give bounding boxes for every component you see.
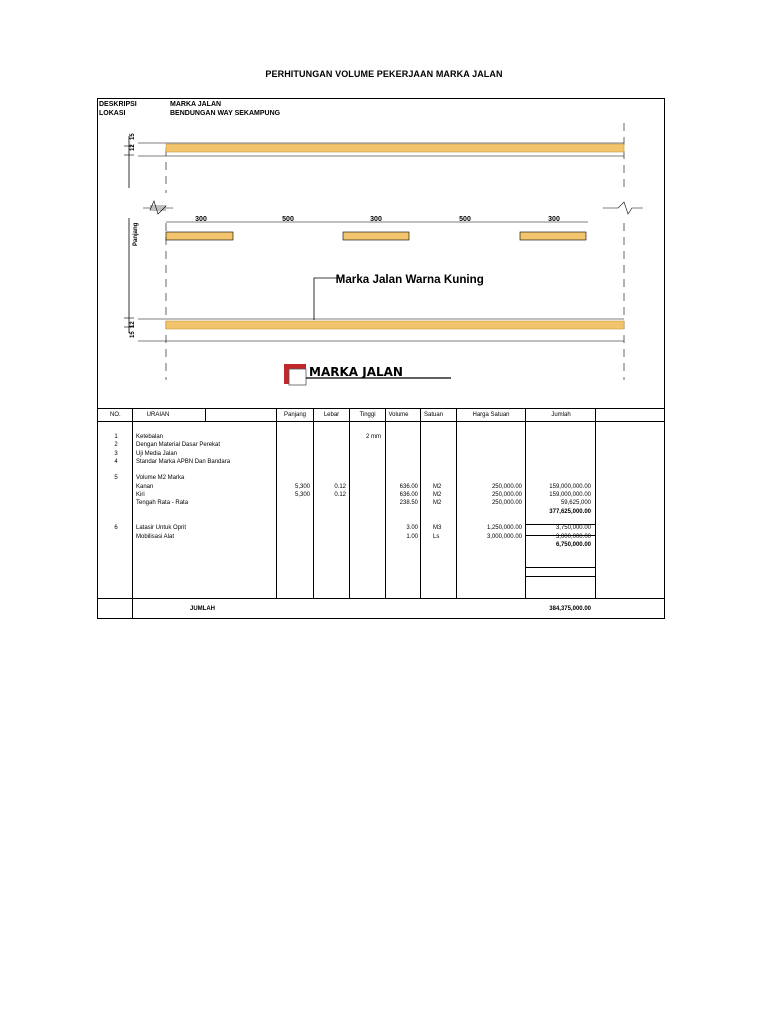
table-cell-satuan xyxy=(433,458,441,466)
table-cell-tinggi xyxy=(366,466,381,474)
header-panjang: Panjang xyxy=(283,412,307,418)
dim-top-b: 12 xyxy=(130,144,136,151)
table-cell-volume xyxy=(385,508,418,516)
header-no: NO. xyxy=(110,412,121,418)
table-cell-tinggi xyxy=(366,533,381,541)
table-cell-lebar xyxy=(312,499,346,507)
dim-top-a: 15 xyxy=(130,133,136,140)
table-cell-harga xyxy=(456,441,522,449)
table-cell-tinggi xyxy=(366,450,381,458)
table-cell-lebar: 0.12 xyxy=(334,492,346,499)
table-cell-no xyxy=(110,491,122,499)
table-cell-lebar xyxy=(312,450,346,458)
table-cell-harga: 1,250,000.00 xyxy=(486,525,522,532)
table-cell-volume xyxy=(385,466,418,474)
table-cell-uraian: Uji Media Jalan xyxy=(136,450,178,457)
description-label: DESKRIPSI xyxy=(99,101,137,108)
table-cell-jumlah xyxy=(525,516,591,524)
road-marking-drawing xyxy=(98,118,664,390)
table-cell-lebar xyxy=(312,533,346,541)
location-label: LOKASI xyxy=(99,110,126,117)
table-cell-tinggi xyxy=(366,483,381,491)
table-cell-satuan: M2 xyxy=(433,500,442,507)
table-cell-satuan: Ls xyxy=(433,533,440,540)
table-cell-panjang xyxy=(276,499,310,507)
table-cell-no: 3 xyxy=(114,450,118,457)
table-cell-volume xyxy=(385,516,418,524)
table-cell-panjang xyxy=(276,508,310,516)
table-cell-lebar xyxy=(312,524,346,532)
header-satuan: Satuan xyxy=(423,412,444,418)
dash-label-1: 300 xyxy=(195,216,207,223)
table-cell-volume: 1.00 xyxy=(406,533,418,540)
column-no xyxy=(110,433,122,549)
table-cell-jumlah: 3,750,000.00 xyxy=(555,525,591,532)
table-cell-harga: 3,000,000.00 xyxy=(486,533,522,540)
table-cell-uraian: Kiri xyxy=(136,492,145,499)
table-cell-no xyxy=(110,516,122,524)
table-cell-lebar: 0.12 xyxy=(334,483,346,490)
table-cell-tinggi xyxy=(366,458,381,466)
center-dash-3 xyxy=(520,232,586,240)
table-cell-tinggi xyxy=(366,441,381,449)
table-cell-tinggi: 2 mm xyxy=(366,434,381,440)
break-symbol-left xyxy=(150,201,166,214)
table-cell-panjang xyxy=(276,458,310,466)
table-cell-panjang xyxy=(276,433,310,441)
table-cell-uraian xyxy=(136,466,230,474)
table-cell-uraian xyxy=(136,508,230,516)
page-title: PERHITUNGAN VOLUME PEKERJAAN MARKA JALAN xyxy=(265,69,503,79)
center-dash-1 xyxy=(166,232,233,240)
table-cell-tinggi xyxy=(366,499,381,507)
header-volume: Volume xyxy=(388,412,409,418)
location-value: BENDUNGAN WAY SEKAMPUNG xyxy=(170,110,281,117)
header-lebar: Lebar xyxy=(323,412,340,418)
table-cell-jumlah: 3,000,000.00 xyxy=(555,533,591,540)
break-symbol-right xyxy=(603,202,643,214)
table-cell-uraian: Kanan xyxy=(136,483,154,490)
table-cell-volume xyxy=(385,474,418,482)
table-cell-harga xyxy=(456,433,522,441)
table-cell-uraian: Dengan Material Dasar Perekat xyxy=(136,442,221,449)
bottom-edge-marking xyxy=(166,321,624,329)
table-cell-uraian: Mobilisasi Alat xyxy=(136,533,175,540)
table-cell-panjang xyxy=(276,533,310,541)
table-cell-lebar xyxy=(312,433,346,441)
total-label: JUMLAH xyxy=(190,606,215,612)
table-cell-tinggi xyxy=(366,524,381,532)
table-cell-no: 5 xyxy=(114,475,118,482)
header-tinggi: Tinggi xyxy=(359,412,376,418)
table-cell-no xyxy=(110,483,122,491)
table-cell-uraian: Tengah Rata - Rata xyxy=(136,500,189,507)
table-cell-lebar xyxy=(312,474,346,482)
table-cell-lebar xyxy=(312,541,346,549)
table-cell-satuan xyxy=(433,541,441,549)
table-cell-harga xyxy=(456,516,522,524)
table-cell-uraian xyxy=(136,516,230,524)
table-cell-tinggi xyxy=(366,541,381,549)
table-cell-harga xyxy=(456,541,522,549)
table-cell-no xyxy=(110,533,122,541)
table-cell-no: 6 xyxy=(114,525,118,532)
column-panjang xyxy=(276,433,310,549)
subtotal-line-2 xyxy=(525,567,595,568)
total-value: 384,375,000.00 xyxy=(549,606,591,612)
table-cell-no: 1 xyxy=(114,434,118,440)
table-cell-tinggi xyxy=(366,508,381,516)
table-cell-panjang xyxy=(276,466,310,474)
table-cell-jumlah xyxy=(525,458,591,466)
table-cell-no xyxy=(110,541,122,549)
table-cell-satuan xyxy=(433,474,441,482)
table-cell-volume: 636.00 xyxy=(399,492,418,499)
table-cell-satuan xyxy=(433,516,441,524)
dim-bot-a: 12 xyxy=(130,321,136,328)
dash-label-3: 300 xyxy=(370,216,382,223)
table-cell-lebar xyxy=(312,466,346,474)
col-divider-jumlah xyxy=(595,408,596,598)
column-volume xyxy=(385,433,418,549)
dash-label-4: 500 xyxy=(459,216,471,223)
table-cell-satuan xyxy=(433,466,441,474)
table-cell-volume xyxy=(385,541,418,549)
table-cell-tinggi xyxy=(366,516,381,524)
table-cell-jumlah xyxy=(525,466,591,474)
dash-label-5: 300 xyxy=(548,216,560,223)
column-tinggi xyxy=(366,433,381,549)
road-edge-guides xyxy=(166,123,624,380)
header-jumlah: Jumlah xyxy=(551,412,571,418)
column-uraian xyxy=(136,433,230,549)
table-cell-panjang xyxy=(276,474,310,482)
col-divider-lebar xyxy=(349,408,350,598)
header-uraian: URAIAN xyxy=(146,412,170,418)
table-cell-volume xyxy=(385,441,418,449)
dash-label-2: 500 xyxy=(282,216,294,223)
table-cell-satuan xyxy=(433,441,441,449)
header-harga: Harga Satuan xyxy=(472,412,510,418)
table-cell-no: 2 xyxy=(114,442,118,449)
table-cell-jumlah xyxy=(525,474,591,482)
table-cell-jumlah xyxy=(525,433,591,441)
dim-bot-b: 15 xyxy=(130,331,136,338)
table-cell-no xyxy=(110,508,122,516)
table-cell-harga xyxy=(456,466,522,474)
table-cell-panjang xyxy=(276,541,310,549)
table-cell-no: 4 xyxy=(114,458,118,465)
table-cell-uraian: Standar Marka APBN Dan Bandara xyxy=(136,458,231,465)
header-bottom-border xyxy=(97,421,665,422)
table-cell-panjang: 5,300 xyxy=(294,483,310,490)
table-cell-jumlah: 59,625,000 xyxy=(560,500,591,507)
table-cell-harga: 250,000.00 xyxy=(491,500,522,507)
table-cell-panjang: 5,300 xyxy=(294,492,310,499)
table-cell-harga: 250,000.00 xyxy=(491,483,522,490)
table-cell-lebar xyxy=(312,458,346,466)
col-divider-uraian-sub xyxy=(205,408,206,421)
table-cell-tinggi xyxy=(366,491,381,499)
column-jumlah xyxy=(525,433,591,549)
top-edge-marking xyxy=(166,144,624,152)
table-cell-panjang xyxy=(276,441,310,449)
subtotal-line-2b xyxy=(525,576,595,577)
table-cell-no xyxy=(110,499,122,507)
table-cell-volume xyxy=(385,433,418,441)
table-cell-satuan xyxy=(433,508,441,516)
table-top-border xyxy=(97,408,665,409)
table-cell-uraian: Volume M2 Marka xyxy=(136,475,185,482)
table-cell-jumlah: 6,750,000.00 xyxy=(555,541,591,548)
total-top-border xyxy=(97,598,665,599)
column-satuan xyxy=(433,433,441,549)
description-value: MARKA JALAN xyxy=(170,101,222,108)
table-cell-satuan: M2 xyxy=(433,492,442,499)
logo-text: MARKA JALAN xyxy=(309,365,403,379)
table-cell-volume: 636.00 xyxy=(399,483,418,490)
table-cell-volume: 238.50 xyxy=(399,500,418,507)
col-divider-volume xyxy=(420,408,421,598)
table-cell-uraian: Latasir Untuk Oprit xyxy=(136,525,187,532)
table-cell-harga xyxy=(456,508,522,516)
table-cell-uraian: Ketebalan xyxy=(136,434,164,440)
info-values xyxy=(170,100,280,118)
table-cell-volume xyxy=(385,458,418,466)
table-cell-tinggi xyxy=(366,474,381,482)
info-labels xyxy=(99,100,137,118)
table-cell-panjang xyxy=(276,516,310,524)
table-cell-lebar xyxy=(312,516,346,524)
table-cell-uraian xyxy=(136,541,230,549)
table-cell-jumlah xyxy=(525,441,591,449)
center-dash-2 xyxy=(343,232,409,240)
table-cell-lebar xyxy=(312,441,346,449)
table-cell-satuan xyxy=(433,450,441,458)
column-harga xyxy=(456,433,522,549)
side-length-label: Panjang xyxy=(133,222,139,246)
table-cell-no xyxy=(110,466,122,474)
table-cell-panjang xyxy=(276,524,310,532)
table-cell-harga: 250,000.00 xyxy=(491,492,522,499)
table-cell-satuan xyxy=(433,433,441,441)
table-cell-jumlah: 159,000,000.00 xyxy=(549,483,591,490)
table-cell-panjang xyxy=(276,450,310,458)
table-cell-jumlah xyxy=(525,450,591,458)
column-lebar xyxy=(312,433,346,549)
table-cell-satuan: M3 xyxy=(433,525,442,532)
table-cell-harga xyxy=(456,450,522,458)
table-cell-jumlah: 159,000,000.00 xyxy=(549,492,591,499)
table-cell-harga xyxy=(456,474,522,482)
table-cell-harga xyxy=(456,458,522,466)
table-cell-lebar xyxy=(312,508,346,516)
table-cell-satuan: M2 xyxy=(433,483,442,490)
table-cell-jumlah: 377,625,000.00 xyxy=(549,508,591,515)
table-cell-volume: 3.00 xyxy=(406,525,418,532)
callout-text: Marka Jalan Warna Kuning xyxy=(335,271,484,287)
col-divider-no xyxy=(132,408,133,619)
table-cell-volume xyxy=(385,450,418,458)
